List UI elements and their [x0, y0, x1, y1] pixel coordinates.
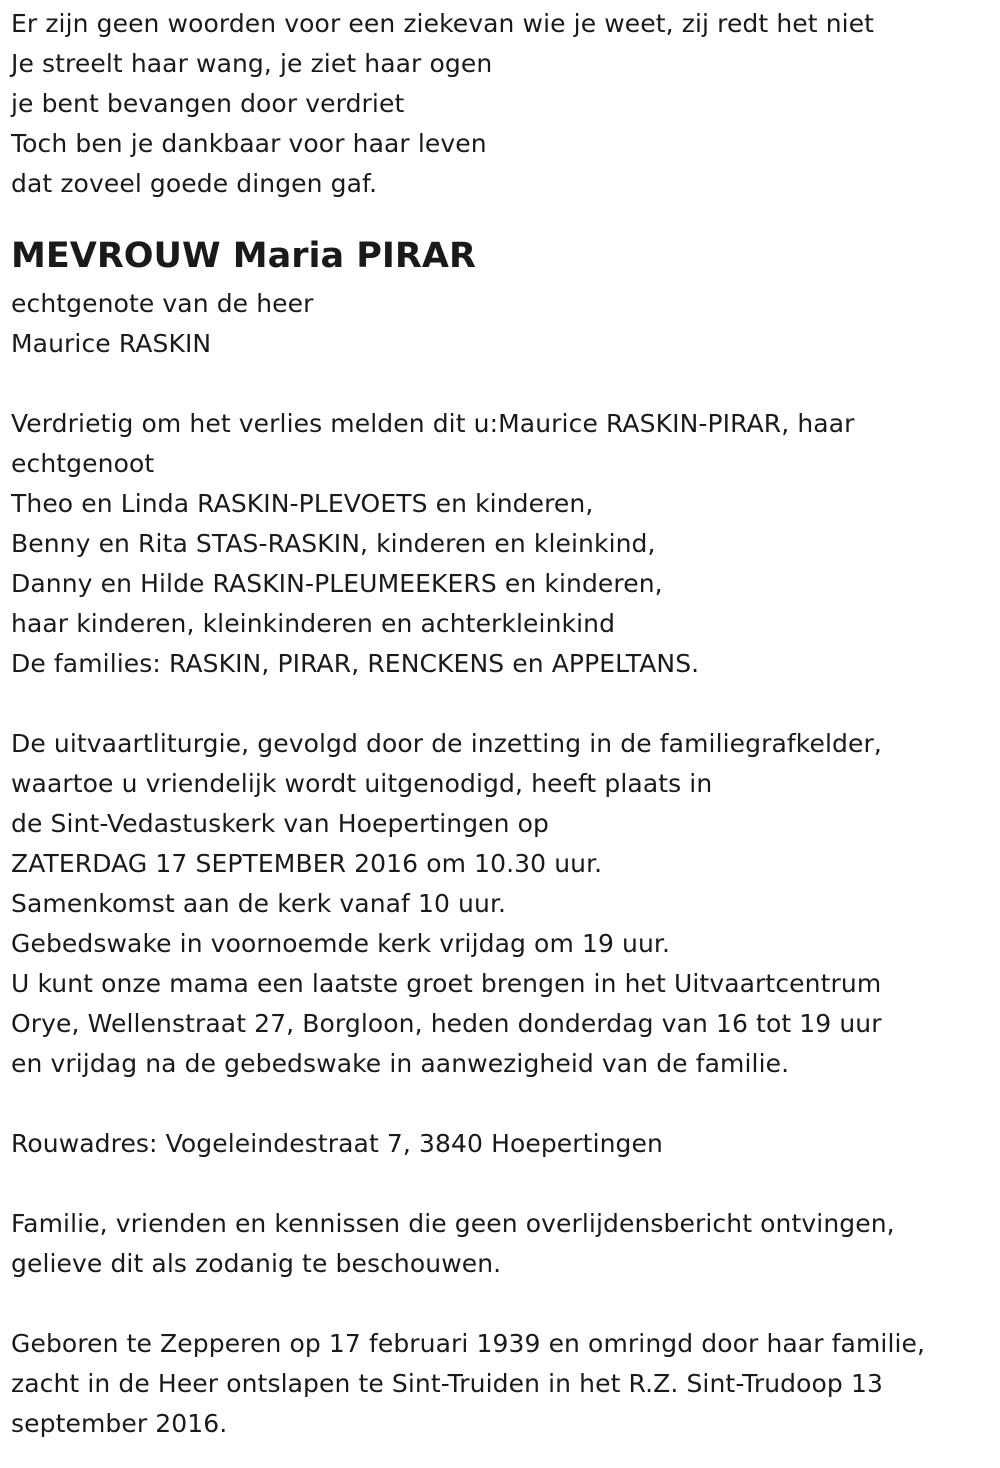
birth-death-info — [11, 1324, 991, 1444]
funeral-details — [11, 724, 991, 1084]
funeral-line: en vrijdag na de gebedswake in aanwezigheid van de familie. — [11, 1049, 790, 1078]
mourners-line: Theo en Linda RASKIN-PLEVOETS en kinderen, — [11, 489, 594, 518]
spacer — [11, 364, 991, 404]
notice-line: gelieve dit als zodanig te beschouwen. — [11, 1249, 502, 1278]
spacer — [11, 684, 991, 724]
spacer — [11, 1164, 991, 1204]
poem-line: dat zoveel goede dingen gaf. — [11, 169, 378, 198]
deceased-name: MEVROUW Maria PIRAR — [11, 236, 476, 276]
funeral-line: de Sint-Vedastuskerk van Hoepertingen op — [11, 809, 550, 838]
mourners-list — [11, 404, 991, 684]
mourners-line: Benny en Rita STAS-RASKIN, kinderen en kleinkind, — [11, 529, 656, 558]
poem-line: Je streelt haar wang, je ziet haar ogen — [11, 49, 493, 78]
obituary-notice — [11, 4, 991, 1444]
funeral-line: Samenkomst aan de kerk vanaf 10 uur. — [11, 889, 507, 918]
poem — [11, 4, 991, 204]
mourners-line: haar kinderen, kleinkinderen en achterkleinkind — [11, 609, 616, 638]
funeral-line: waartoe u vriendelijk wordt uitgenodigd, heeft plaats in — [11, 769, 713, 798]
mourners-line: echtgenoot — [11, 449, 155, 478]
funeral-line: Orye, Wellenstraat 27, Borgloon, heden donderdag van 16 tot 19 uur — [11, 1009, 882, 1038]
birth-line: Geboren te Zepperen op 17 februari 1939 en omringd door haar familie, — [11, 1329, 926, 1358]
funeral-line: De uitvaartliturgie, gevolgd door de inzetting in de familiegrafkelder, — [11, 729, 882, 758]
funeral-line: U kunt onze mama een laatste groet brengen in het Uitvaartcentrum — [11, 969, 882, 998]
funeral-line: Gebedswake in voornoemde kerk vrijdag om 19 uur. — [11, 929, 671, 958]
spacer — [11, 1284, 991, 1324]
birth-line: september 2016. — [11, 1409, 228, 1438]
relation-line: echtgenote van de heer — [11, 289, 314, 318]
funeral-line: ZATERDAG 17 SEPTEMBER 2016 om 10.30 uur. — [11, 849, 603, 878]
deceased-relation — [11, 284, 991, 364]
mourners-line: Verdrietig om het verlies melden dit u:Maurice RASKIN-PIRAR, haar — [11, 409, 855, 438]
mourning-address: Rouwadres: Vogeleindestraat 7, 3840 Hoepertingen — [11, 1129, 663, 1158]
poem-line: je bent bevangen door verdriet — [11, 89, 405, 118]
notice — [11, 1204, 991, 1284]
poem-line: Er zijn geen woorden voor een ziekevan wie je weet, zij redt het niet — [11, 9, 875, 38]
mourners-line: De families: RASKIN, PIRAR, RENCKENS en APPELTANS. — [11, 649, 700, 678]
birth-line: zacht in de Heer ontslapen te Sint-Truiden in het R.Z. Sint-Trudoop 13 — [11, 1369, 883, 1398]
poem-line: Toch ben je dankbaar voor haar leven — [11, 129, 487, 158]
notice-line: Familie, vrienden en kennissen die geen overlijdensbericht ontvingen, — [11, 1209, 895, 1238]
relation-line: Maurice RASKIN — [11, 329, 212, 358]
spacer — [11, 1084, 991, 1124]
spacer — [11, 204, 991, 228]
mourners-line: Danny en Hilde RASKIN-PLEUMEEKERS en kinderen, — [11, 569, 663, 598]
